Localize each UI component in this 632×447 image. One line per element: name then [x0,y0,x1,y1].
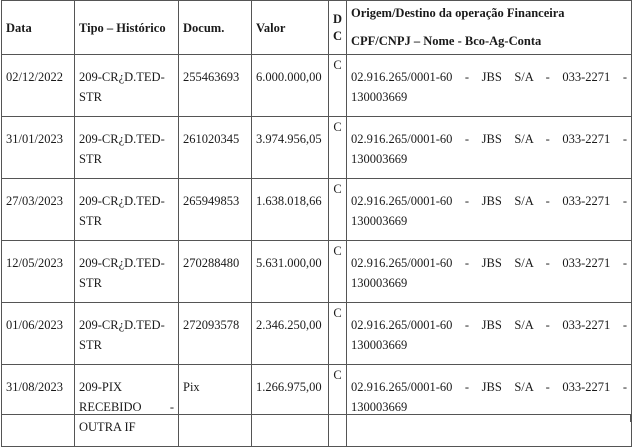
cell-tipo-line2: STR [79,90,102,104]
cell-origem-line1: 02.916.265/0001-60 - JBS S/A - 033-2271 - [351,256,627,270]
cell-valor: 5.631.000,00 [252,241,329,303]
cell-tipo-line3: OUTRA IF [79,420,136,434]
cell-origem [347,303,632,365]
cell-docum: Pix [179,365,252,447]
cell-origem-line2: 130003669 [351,276,408,290]
cell-origem-line2: 130003669 [351,338,408,352]
header-origem-line2: CPF/CNPJ – Nome - Bco-Ag-Conta [351,34,542,48]
table-row [2,303,632,365]
cell-data: 27/03/2023 [2,179,75,241]
cell-tipo-line1: 209-CR¿D.TED- [79,194,165,208]
cell-tipo [75,55,179,117]
cell-dc: C [329,241,347,303]
cell-origem-line1: 02.916.265/0001-60 - JBS S/A - 033-2271 - [351,194,627,208]
table-row [2,179,632,241]
cell-origem [347,241,632,303]
cell-valor: 6.000.000,00 [252,55,329,117]
cell-origem-line1: 02.916.265/0001-60 - JBS S/A - 033-2271 - [351,70,627,84]
cell-data: 31/08/2023 [2,365,75,447]
cell-docum: 272093578 [179,303,252,365]
cell-dc: C [329,55,347,117]
cell-origem [347,117,632,179]
cell-data: 31/01/2023 [2,117,75,179]
cell-origem-line2: 130003669 [351,214,408,228]
cell-docum: 270288480 [179,241,252,303]
header-origem [347,1,632,55]
cell-docum: 261020345 [179,117,252,179]
cell-tipo [75,303,179,365]
cell-tipo [75,117,179,179]
cell-tipo-line1: 209-CR¿D.TED- [79,70,165,84]
table-row [2,55,632,117]
header-docum: Docum. [179,1,252,55]
cell-valor: 3.974.956,05 [252,117,329,179]
cell-origem [347,365,632,447]
cell-origem-line2: 130003669 [351,400,408,414]
cell-tipo-line1: 209-CR¿D.TED- [79,256,165,270]
cell-origem-line2: 130003669 [351,152,408,166]
cell-dc: C [329,117,347,179]
cell-origem-line1: 02.916.265/0001-60 - JBS S/A - 033-2271 - [351,132,627,146]
cell-valor: 1.638.018,66 [252,179,329,241]
cell-origem [347,179,632,241]
cell-origem [347,55,632,117]
cell-tipo [75,241,179,303]
cell-tipo-line2: RECEBIDO - [79,400,174,414]
cell-tipo-line1: 209-CR¿D.TED- [79,318,165,332]
cell-docum: 265949853 [179,179,252,241]
cell-dc: C [329,179,347,241]
cell-data: 02/12/2022 [2,55,75,117]
cell-dc: C [329,365,347,447]
header-d: D [332,11,343,26]
transactions-table [1,0,632,447]
header-valor: Valor [252,1,329,55]
header-tipo: Tipo – Histórico [75,1,179,55]
cell-origem-line2: 130003669 [351,90,408,104]
cell-valor: 1.266.975,00 [252,365,329,447]
table-bottom-border [1,414,631,422]
cell-tipo [75,365,179,447]
header-c: C [332,28,343,43]
cell-data: 12/05/2023 [2,241,75,303]
header-origem-line1: Origem/Destino da operação Financeira [351,6,565,20]
cell-valor: 2.346.250,00 [252,303,329,365]
cell-docum: 255463693 [179,55,252,117]
cell-tipo-line1: 209-CR¿D.TED- [79,132,165,146]
cell-tipo-line2: STR [79,152,102,166]
table-header-row [2,1,632,55]
cell-tipo-line2: STR [79,338,102,352]
table-row [2,241,632,303]
cell-tipo-line1: 209-PIX [79,380,123,394]
cell-tipo-line2: STR [79,276,102,290]
cell-data: 01/06/2023 [2,303,75,365]
table-row [2,117,632,179]
cell-tipo [75,179,179,241]
table-row [2,365,632,447]
header-dc [329,1,347,55]
cell-origem-line1: 02.916.265/0001-60 - JBS S/A - 033-2271 - [351,380,627,394]
cell-origem-line1: 02.916.265/0001-60 - JBS S/A - 033-2271 - [351,318,627,332]
cell-dc: C [329,303,347,365]
header-data: Data [2,1,75,55]
cell-tipo-line2: STR [79,214,102,228]
